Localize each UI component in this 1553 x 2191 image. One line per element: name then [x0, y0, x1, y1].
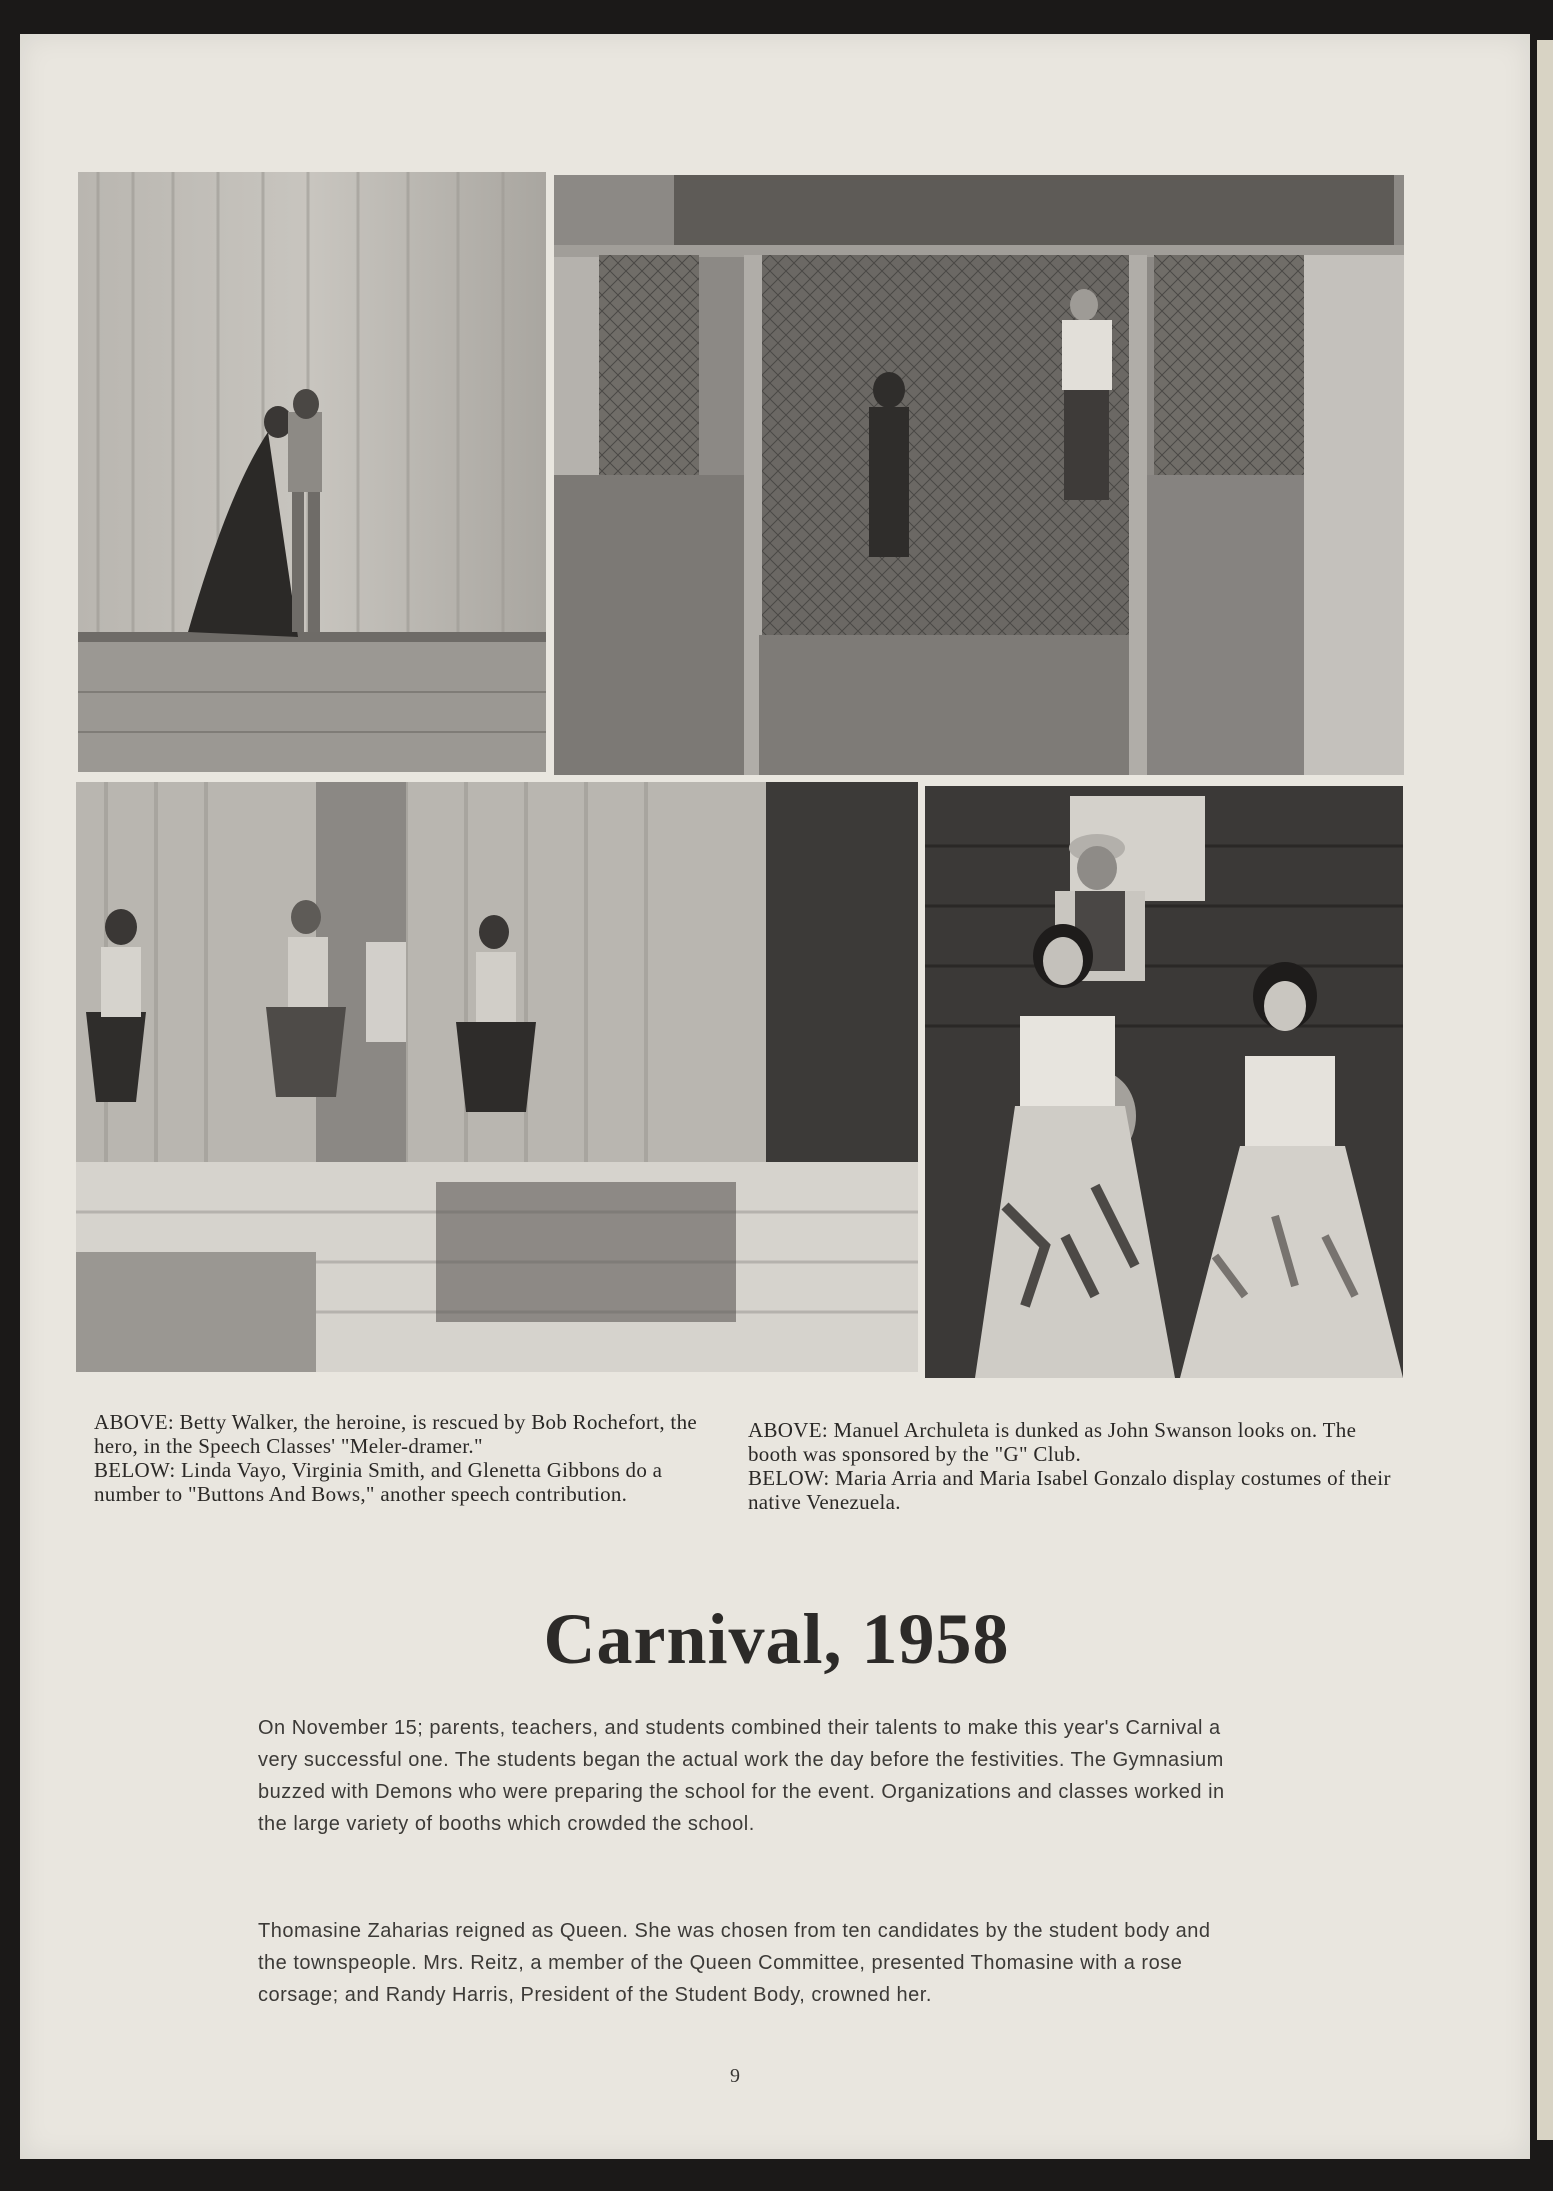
buttons-and-bows-dance-photo [76, 782, 918, 1372]
caption-right-above: ABOVE: Manuel Archuleta is dunked as John Swanson looks on. The booth was sponsored by the "G" Club. [748, 1418, 1357, 1466]
caption-left-above: ABOVE: Betty Walker, the heroine, is rescued by Bob Rochefort, the hero, in the Speech Classes' "Meler-dramer." [94, 1410, 697, 1458]
melodrama-stage-photo [78, 172, 546, 772]
caption-left-below: BELOW: Linda Vayo, Virginia Smith, and Glenetta Gibbons do a number to "Buttons And Bows," another speech contribution. [94, 1458, 663, 1506]
article-paragraph-2 [258, 1915, 1238, 2011]
article-title: Carnival, 1958 [543, 1599, 1010, 1679]
page-edge [1537, 40, 1553, 2140]
venezuelan-costumes-photo [925, 786, 1403, 1378]
caption-right-below: BELOW: Maria Arria and Maria Isabel Gonzalo display costumes of their native Venezuela. [748, 1466, 1391, 1514]
article-paragraph-1-text: On November 15; parents, teachers, and students combined their talents to make this year's Carnival a very successful one. The students began the actual work the day before the festivities. The Gymnasium buzzed with Demons who were preparing the school for the event. Organizations and classes worked in the large variety of booths which crowded the school. [258, 1717, 1225, 1835]
article-paragraph-1 [258, 1712, 1238, 1840]
dunk-booth-photo [554, 175, 1404, 775]
article-paragraph-2-text: Thomasine Zaharias reigned as Queen. She was chosen from ten candidates by the student body and the townspeople. Mrs. Reitz, a member of the Queen Committee, presented Thomasine with a rose corsage; and Randy Harris, President of the Student Body, crowned her. [258, 1920, 1211, 2006]
left-caption [94, 1410, 714, 1506]
right-caption [748, 1418, 1393, 1514]
page-number: 9 [730, 2065, 740, 2087]
